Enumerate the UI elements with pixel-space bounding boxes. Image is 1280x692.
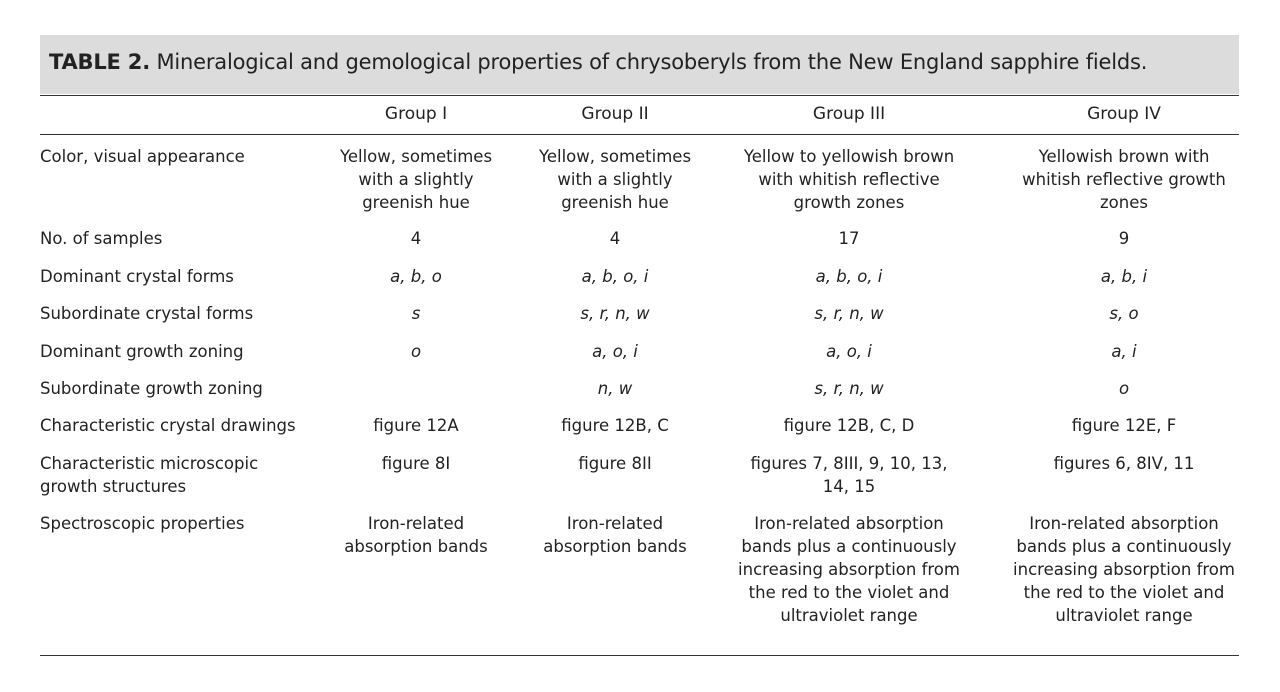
cell-line: Characteristic crystal drawings <box>40 416 296 435</box>
table-cell <box>1101 265 1147 288</box>
column-header-group-4: Group IV <box>1087 104 1161 124</box>
cell-line: Iron-related <box>566 514 664 533</box>
bottom-rule <box>40 655 1239 656</box>
cell-line: figure 12A <box>373 416 459 435</box>
cell-line: with a slightly <box>358 170 474 189</box>
cell-line: increasing absorption from <box>738 560 960 579</box>
table-cell <box>1013 512 1235 627</box>
cell-line: Subordinate growth zoning <box>40 379 263 398</box>
table-cell <box>738 512 960 627</box>
table-cell <box>610 227 621 250</box>
table-cell <box>1072 414 1177 437</box>
cell-line: a, b, o, i <box>815 267 883 286</box>
table-cell <box>580 302 649 325</box>
table-cell <box>826 340 872 363</box>
table-cell <box>784 414 915 437</box>
cell-line: Iron-related absorption <box>1029 514 1219 533</box>
cell-line: ultraviolet range <box>780 606 918 625</box>
cell-line: figures 7, 8III, 9, 10, 13, <box>750 454 948 473</box>
cell-line: whitish reflective growth <box>1022 170 1226 189</box>
cell-line: greenish hue <box>561 193 669 212</box>
cell-line: ultraviolet range <box>1055 606 1193 625</box>
cell-line: Yellowish brown with <box>1038 147 1210 166</box>
cell-line: with a slightly <box>557 170 673 189</box>
table-cell <box>373 414 458 437</box>
cell-line: the red to the violet and <box>1023 583 1225 602</box>
table-cell <box>561 414 668 437</box>
table-cell <box>1054 452 1195 475</box>
cell-line: zones <box>1100 193 1148 212</box>
cell-line: Characteristic microscopic <box>40 454 259 473</box>
table-cell <box>744 145 954 214</box>
cell-line: figure 12E, F <box>1071 416 1177 435</box>
table-cell <box>382 452 451 475</box>
cell-line: Yellow, sometimes <box>538 147 692 166</box>
cell-line: 14, 15 <box>822 477 876 496</box>
cell-line: with whitish reflective <box>758 170 940 189</box>
cell-line: bands plus a continuously <box>741 537 957 556</box>
cell-line: Subordinate crystal forms <box>40 304 254 323</box>
table-cell <box>411 227 422 250</box>
row-label <box>40 414 296 437</box>
cell-line: figure 8I <box>381 454 451 473</box>
row-label <box>40 512 245 535</box>
row-label <box>40 340 244 363</box>
table-cell <box>539 145 691 214</box>
cell-line: s, o <box>1109 304 1139 323</box>
cell-line: a, b, i <box>1100 267 1148 286</box>
table-caption: Mineralogical and gemological properties of chrysoberyls from the New England sapphire fields. <box>149 50 1148 74</box>
table-cell <box>1109 302 1138 325</box>
table-cell <box>1111 340 1136 363</box>
table-cell <box>750 452 947 498</box>
row-label <box>40 265 234 288</box>
row-label <box>40 302 253 325</box>
cell-line: o <box>410 342 422 361</box>
cell-line: Iron-related absorption <box>754 514 944 533</box>
cell-line: 4 <box>410 229 422 248</box>
table-number: TABLE 2. <box>49 50 150 74</box>
cell-line: absorption bands <box>344 537 488 556</box>
cell-line: Dominant crystal forms <box>40 267 234 286</box>
table-cell <box>598 377 632 400</box>
column-header-group-2: Group II <box>581 104 649 124</box>
cell-line: figure 12B, C <box>561 416 669 435</box>
cell-line: Yellow to yellowish brown <box>743 147 955 166</box>
cell-line: No. of samples <box>40 229 163 248</box>
cell-line: o <box>1118 379 1130 398</box>
table-title <box>49 49 1147 75</box>
cell-line: a, b, o, i <box>581 267 649 286</box>
row-label <box>40 227 162 250</box>
cell-line: 4 <box>609 229 621 248</box>
cell-line: Iron-related <box>367 514 465 533</box>
table-cell <box>816 265 883 288</box>
cell-line: increasing absorption from <box>1013 560 1235 579</box>
cell-line: s, r, n, w <box>814 379 884 398</box>
cell-line: a, b, o <box>390 267 442 286</box>
table-cell <box>578 452 651 475</box>
table-cell <box>412 302 421 325</box>
cell-line: growth structures <box>40 477 187 496</box>
table-cell <box>1119 227 1130 250</box>
table-cell <box>543 512 687 558</box>
cell-line: s, r, n, w <box>814 304 884 323</box>
cell-line: figure 12B, C, D <box>783 416 915 435</box>
cell-line: absorption bands <box>543 537 687 556</box>
cell-line: s <box>411 304 421 323</box>
cell-line: growth zones <box>793 193 905 212</box>
top-rule <box>40 95 1239 96</box>
table-cell <box>340 145 492 214</box>
cell-line: a, i <box>1111 342 1137 361</box>
cell-line: a, o, i <box>592 342 638 361</box>
cell-line: s, r, n, w <box>580 304 650 323</box>
cell-line: 9 <box>1118 229 1130 248</box>
cell-line: 17 <box>838 229 860 248</box>
column-header-group-3: Group III <box>812 104 886 124</box>
table-cell <box>411 340 421 363</box>
cell-line: a, o, i <box>826 342 872 361</box>
table-cell <box>814 302 883 325</box>
table-cell <box>344 512 488 558</box>
table-cell <box>582 265 649 288</box>
row-label <box>40 377 263 400</box>
row-label <box>40 145 245 168</box>
cell-line: greenish hue <box>362 193 470 212</box>
table-cell <box>839 227 860 250</box>
table-cell <box>592 340 638 363</box>
cell-line: Color, visual appearance <box>40 147 245 166</box>
cell-line: figures 6, 8IV, 11 <box>1053 454 1195 473</box>
cell-line: bands plus a continuously <box>1016 537 1232 556</box>
header-rule <box>40 134 1239 135</box>
table-cell <box>390 265 442 288</box>
cell-line: figure 8II <box>578 454 652 473</box>
row-label <box>40 452 258 498</box>
table-cell <box>1022 145 1226 214</box>
cell-line: Dominant growth zoning <box>40 342 244 361</box>
column-header-group-1: Group I <box>384 104 448 124</box>
table-cell <box>814 377 883 400</box>
cell-line: n, w <box>597 379 633 398</box>
table-cell <box>1119 377 1129 400</box>
cell-line: Spectroscopic properties <box>40 514 245 533</box>
cell-line: Yellow, sometimes <box>339 147 493 166</box>
cell-line: the red to the violet and <box>748 583 950 602</box>
table-title-bar <box>40 35 1239 94</box>
